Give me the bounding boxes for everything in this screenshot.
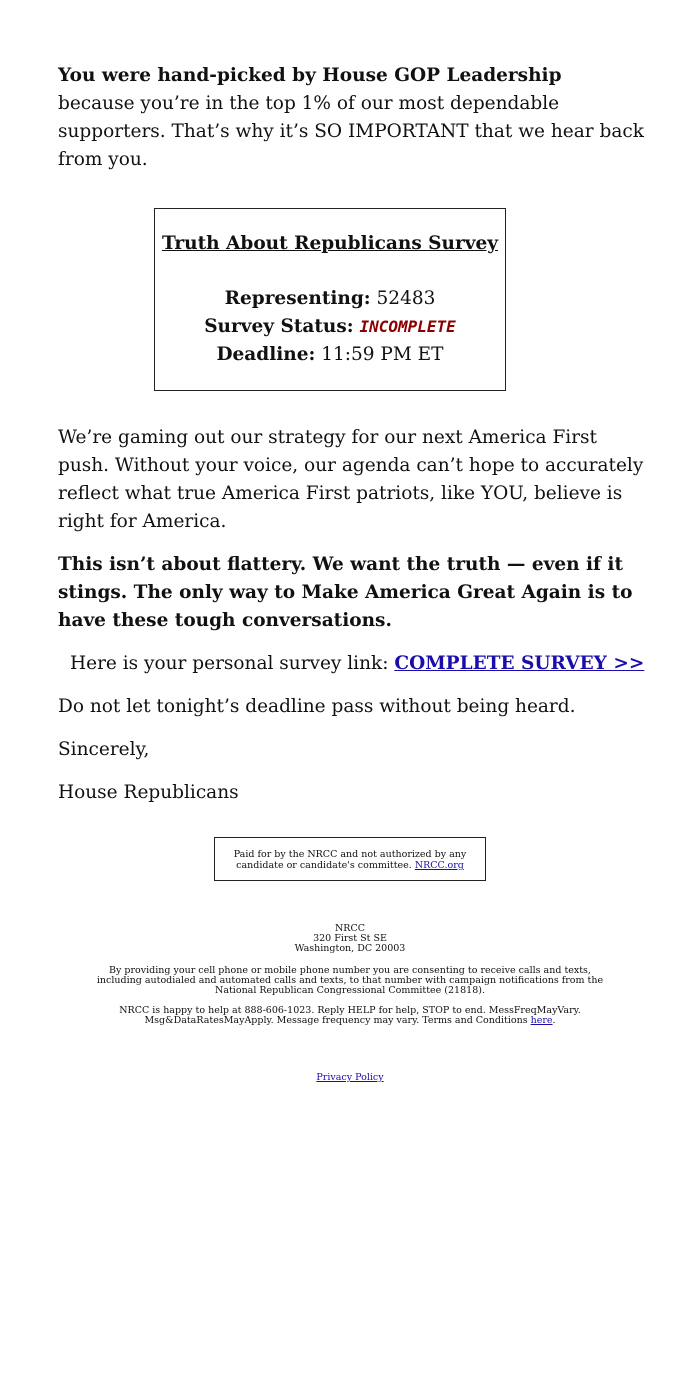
survey-link-prefix: Here is your personal survey link: [70, 653, 389, 674]
street-address: 320 First St SE [313, 933, 387, 944]
help-text-block: NRCC is happy to help at 888-606-1023. Reply HELP for help, STOP to end. MessFreqMayVary. Msg&DataRatesMayApply. Message frequency may vary. Terms and Conditions here. [119, 1005, 581, 1026]
strategy-paragraph: We’re gaming out our strategy for our next America First push. Without your voice, our agenda can’t hope to accurately reflect what true America First patriots, like YOU, believe is right for America. [58, 427, 644, 532]
deadline-line [155, 341, 505, 369]
consent-text: By providing your cell phone or mobile phone number you are consenting to receive calls and texts, including autodialed and automated calls and texts, to that number with campaign notifications from the National Republican Congressional Committee (21818). [96, 965, 604, 996]
signature: House Republicans [58, 782, 239, 803]
representing-label: Representing: [224, 288, 371, 309]
email-body [58, 62, 648, 807]
truth-paragraph: This isn’t about flattery. We want the truth — even if it stings. The only way to Make America Great Again is to have these tough conversations. [58, 554, 633, 631]
deadline-paragraph: Do not let tonight’s deadline pass without being heard. [58, 696, 576, 717]
closing: Sincerely, [58, 739, 150, 760]
terms-link[interactable]: here [530, 1015, 553, 1026]
representing-value: 52483 [376, 288, 436, 309]
address-block [0, 924, 700, 954]
privacy-policy-link[interactable]: Privacy Policy [316, 1072, 384, 1083]
complete-survey-link[interactable]: COMPLETE SURVEY >> [394, 653, 645, 674]
intro-paragraph [58, 62, 648, 174]
survey-status-box [154, 208, 506, 391]
footer [0, 837, 700, 1083]
status-value: INCOMPLETE [359, 317, 456, 336]
org-name: NRCC [334, 923, 365, 934]
privacy-block [0, 1072, 700, 1083]
survey-link-line [58, 650, 648, 678]
intro-text: because you’re in the top 1% of our most dependable supporters. That’s why it’s SO IMPORTANT that we hear back from you. [58, 93, 644, 170]
paid-for-box [214, 837, 486, 881]
representing-line [155, 285, 505, 313]
intro-bold-text: You were hand-picked by House GOP Leadership [58, 65, 562, 86]
status-line [155, 313, 505, 341]
help-text: NRCC is happy to help at 888-606-1023. Reply HELP for help, STOP to end. MessFreqMayVary. Msg&DataRatesMayApply. Message frequency may vary. Terms and Conditions [119, 1005, 581, 1026]
deadline-value: 11:59 PM ET [321, 344, 444, 365]
nrcc-org-link[interactable]: NRCC.org [414, 860, 464, 871]
deadline-label: Deadline: [216, 344, 316, 365]
city-address: Washington, DC 20003 [294, 943, 406, 954]
survey-title: Truth About Republicans Survey [161, 233, 499, 254]
status-label: Survey Status: [204, 316, 354, 337]
paid-for-text: Paid for by the NRCC and not authorized by any candidate or candidate's committee. [233, 849, 467, 871]
